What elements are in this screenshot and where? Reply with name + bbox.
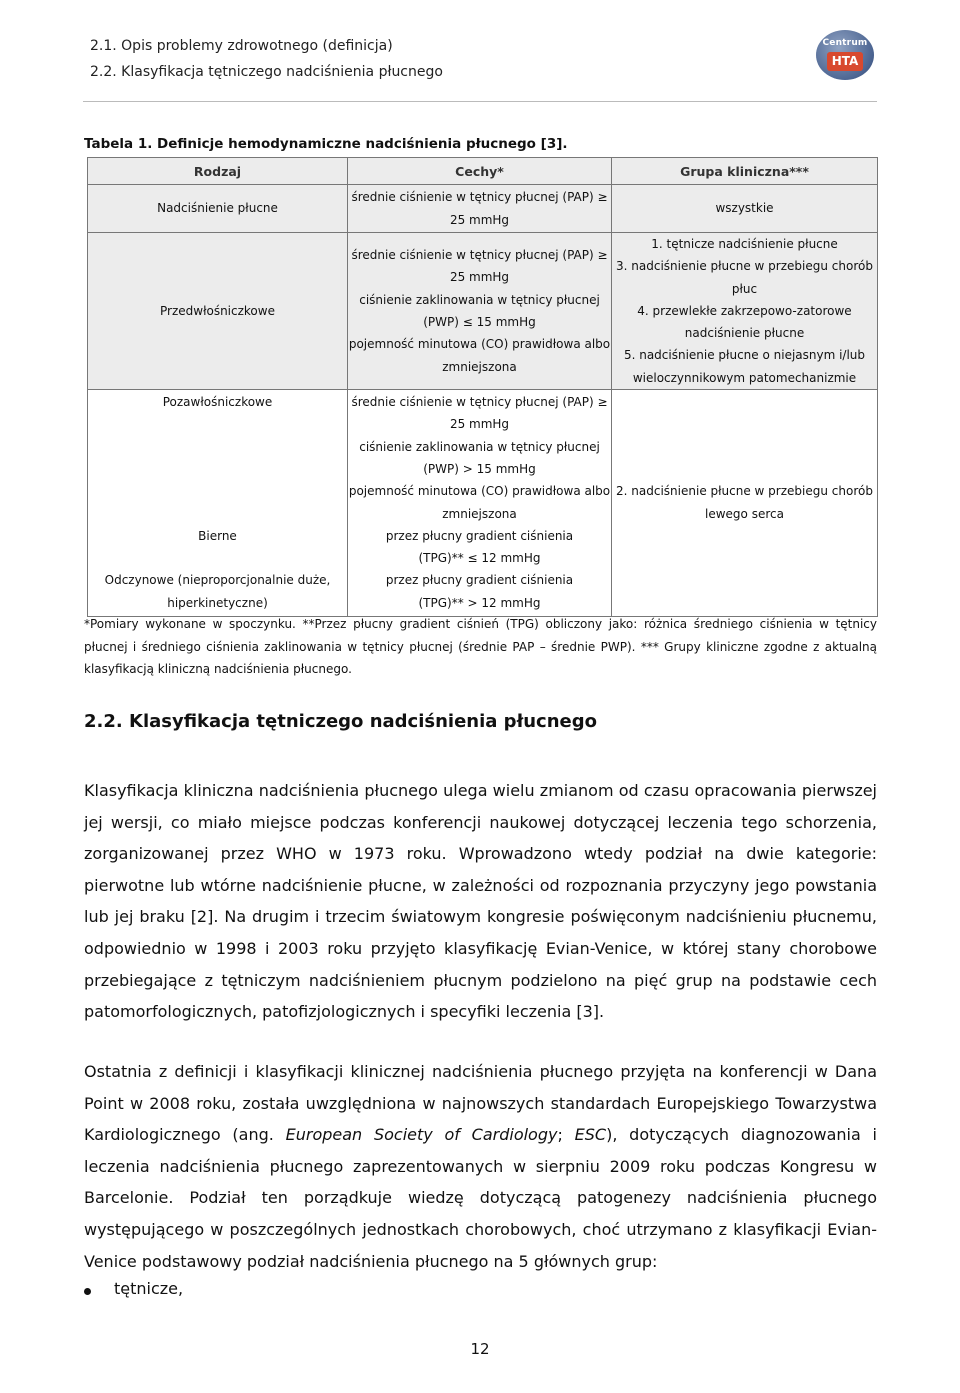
feature-line: ciśnienie zaklinowania w tętnicy płucnej	[359, 439, 600, 454]
cell-group	[612, 390, 878, 617]
feature-line: zmniejszona	[442, 359, 517, 374]
group-line: płuc	[731, 281, 758, 296]
cell-features	[348, 233, 612, 390]
paragraph-text: ;	[557, 1125, 575, 1145]
group-line: 1. tętnicze nadciśnienie płucne	[651, 237, 838, 251]
feature-line: zmniejszona	[442, 506, 517, 521]
feature-line: (TPG)** ≤ 12 mmHg	[418, 551, 541, 566]
section-heading: 2.2. Klasyfikacja tętniczego nadciśnienia płucnego	[84, 711, 597, 732]
feature-line: ciśnienie zaklinowania w tętnicy płucnej	[359, 292, 600, 307]
feature-line: (PWP) ≤ 15 mmHg	[423, 315, 536, 330]
group-line: lewego serca	[705, 506, 784, 521]
column-header-type: Rodzaj	[88, 158, 348, 185]
feature-line: pojemność minutowa (CO) prawidłowa albo	[348, 337, 611, 352]
feature-line: pojemność minutowa (CO) prawidłowa albo	[348, 484, 611, 499]
header-section-2-2: 2.2. Klasyfikacja tętniczego nadciśnienia płucnego	[90, 64, 443, 80]
feature-line: średnie ciśnienie w tętnicy płucnej (PAP) ≥	[351, 395, 608, 410]
cell-features	[348, 390, 612, 617]
table-row	[88, 390, 878, 617]
cell-type: Nadciśnienie płucne	[88, 185, 348, 233]
bullet-icon	[84, 1288, 91, 1295]
feature-line: 25 mmHg	[449, 270, 510, 285]
column-header-features: Cechy*	[348, 158, 612, 185]
paragraph-italic: ESC	[574, 1125, 607, 1145]
type-reactive: Odczynowe (nieproporcjonalnie duże,	[104, 573, 331, 588]
cell-group: wszystkie	[612, 185, 878, 233]
cell-type	[88, 390, 348, 617]
type-passive: Bierne	[198, 528, 237, 543]
logo-text-hta: HTA	[827, 52, 863, 71]
feature-line: 25 mmHg	[449, 212, 510, 227]
column-header-clinical-group: Grupa kliniczna***	[612, 158, 878, 185]
group-line: 2. nadciśnienie płucne w przebiegu chorób	[616, 484, 873, 499]
table-row	[88, 185, 878, 233]
group-line: 4. przewlekłe zakrzepowo-zatorowe	[637, 303, 852, 318]
table-caption: Tabela 1. Definicje hemodynamiczne nadciśnienia płucnego [3].	[84, 136, 568, 152]
hemodynamic-definitions-table	[87, 157, 878, 617]
feature-line: 25 mmHg	[449, 417, 510, 432]
header-section-2-1: 2.1. Opis problemy zdrowotnego (definicja)	[90, 38, 393, 54]
table-row	[88, 233, 878, 390]
table-footnote: *Pomiary wykonane w spoczynku. **Przez płucny gradient ciśnień (TPG) obliczony jako: różnica średniego ciśnienia w tętnicy płucnej i średniego ciśnienia zaklinowania w tętnicy płucnej (średnie PAP – średnie PWP). *** Grupy kliniczne zgodne z aktualną klasyfikacją kliniczną nadciśnienia płucnego.	[84, 617, 877, 676]
logo-text-centrum: Centrum	[822, 38, 868, 48]
group-line: nadciśnienie płucne	[684, 326, 805, 341]
feature-line: (PWP) > 15 mmHg	[423, 461, 536, 476]
header-divider	[83, 101, 877, 102]
cell-group	[612, 233, 878, 390]
type-postcapillary: Pozawłośniczkowe	[162, 395, 273, 410]
feature-line: przez płucny gradient ciśnienia	[385, 528, 574, 543]
paragraph	[84, 1056, 877, 1277]
page-number: 12	[470, 1340, 490, 1358]
feature-line: (TPG)** > 12 mmHg	[418, 595, 541, 610]
cell-type: Przedwłośniczkowe	[88, 233, 348, 390]
feature-line: średnie ciśnienie w tętnicy płucnej (PAP) ≥	[351, 190, 608, 205]
paragraph-italic: European Society of Cardiology	[285, 1125, 558, 1145]
paragraph-text: ), dotyczących diagnozowania i leczenia nadciśnienia płucnego zaprezentowanych w sierpniu 2009 roku podczas Kongresu w Barcelonie. Podział ten porządkuje wiedzę dotyczącą patogenezy nadciśnienia płucnego występującego w poszczególnych jednostkach chorobowych, choć utrzymano z klasyfikacji Evian-Venice podstawowy podział nadciśnienia płucnego na 5 głównych grup:	[84, 1125, 877, 1271]
group-line: 3. nadciśnienie płucne w przebiegu chorób	[616, 259, 873, 274]
type-reactive-cont: hiperkinetyczne)	[167, 595, 268, 610]
group-line: 5. nadciśnienie płucne o niejasnym i/lub	[623, 348, 866, 363]
paragraph-text: Ostatnia z definicji i klasyfikacji klinicznej nadciśnienia płucnego przyjęta na konferencji w Dana Point w 2008 roku, została uwzględniona w najnowszych standardach Europejskiego Towarzystwa Kardiologicznego (ang.	[84, 1062, 877, 1145]
paragraph: Klasyfikacja kliniczna nadciśnienia płucnego ulega wielu zmianom od czasu opracowania pierwszej jej wersji, co miało miejsce podczas konferencji naukowej dotyczącej leczenia tego schorzenia, zorganizowanej przez WHO w 1973 roku. Wprowadzono wtedy podział na dwie kategorie: pierwotne lub wtórne nadciśnienie płucne, w zależności od rozpoznania przyczyny jego powstania lub jej braku [2]. Na drugim i trzecim światowym kongresie poświęconym nadciśnieniu płucnemu, odpowiednio w 1998 i 2003 roku przyjęto klasyfikację Evian-Venice, w której stany chorobowe przebiegające z tętniczym nadciśnieniem płucnym podzielono na pięć grup na podstawie cech patomorfologicznych, patofizjologicznych i specyfiki leczenia [3].	[84, 781, 877, 1022]
feature-line: przez płucny gradient ciśnienia	[385, 573, 574, 588]
list-item-text: tętnicze,	[114, 1279, 184, 1298]
group-line: wieloczynnikowym patomechanizmie	[632, 370, 857, 385]
cell-features	[348, 185, 612, 233]
centrum-hta-logo	[816, 30, 874, 80]
feature-line: średnie ciśnienie w tętnicy płucnej (PAP) ≥	[351, 248, 608, 263]
